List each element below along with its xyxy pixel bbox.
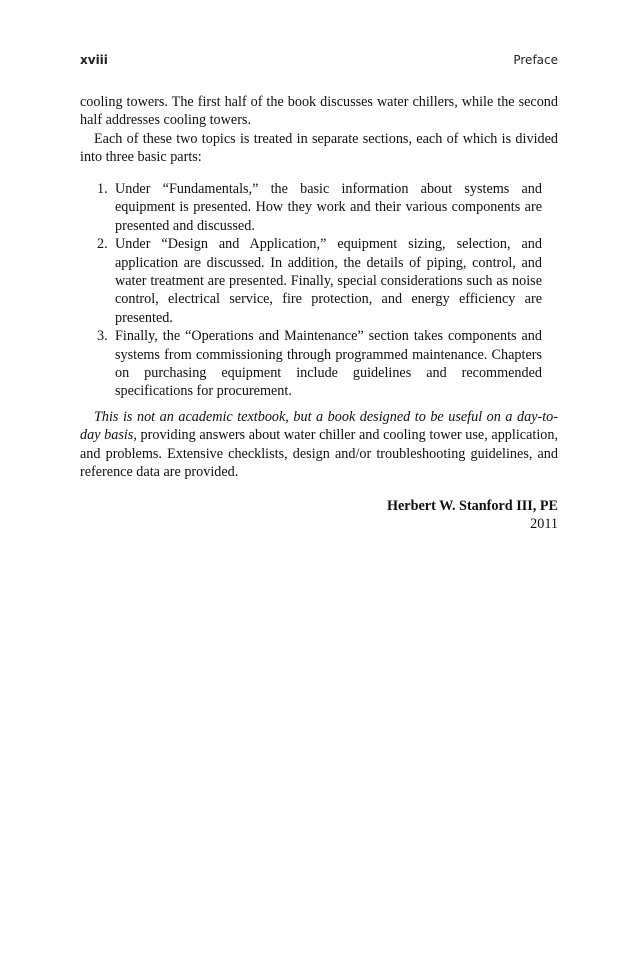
purpose-text: , providing answers about water chiller and cooling tower use, application, and problems. Extensive checklists, design and/or troubleshooting guidelines, and reference data are provided. [80,427,558,481]
list-item [80,180,558,235]
author-name: Herbert W. Stanford III, PE [386,498,558,514]
signature-year: 2011 [530,516,558,533]
list-item [80,327,558,401]
parts-list [80,180,558,401]
list-item [80,235,558,327]
purpose-italic-text: This is not an academic textbook, but a book designed to be useful on a day-to-day basis [80,409,558,444]
list-item-text: Under “Design and Application,” equipment sizing, selection, and application are discussed. In addition, the details of piping, control, and water treatment are presented. Finally, special considerations such as noise control, electrical service, fire protection, and energy efficiency are presented. [115,236,542,326]
list-item-number: 1. [97,181,108,197]
author-signature [387,497,558,534]
list-item-text: Under “Fundamentals,” the basic information about systems and equipment is presented. How they work and their various components are presented and discussed. [115,181,542,234]
paragraph-topics: Each of these two topics is treated in separate sections, each of which is divided into three basic parts: [80,131,558,166]
page-number: xviii [80,53,108,67]
running-title: Preface [513,53,558,67]
list-item-number: 3. [97,328,108,345]
paragraph-purpose [80,408,558,482]
list-item-number: 2. [97,236,108,253]
list-item-text: Finally, the “Operations and Maintenance” section takes components and systems from commissioning through programmed maintenance. Chapters on purchasing equipment include guidelines and recommended specifications for procurement. [115,328,542,400]
paragraph-continued: cooling towers. The first half of the book discusses water chillers, while the second half addresses cooling towers. [80,94,558,129]
running-header [80,53,558,69]
